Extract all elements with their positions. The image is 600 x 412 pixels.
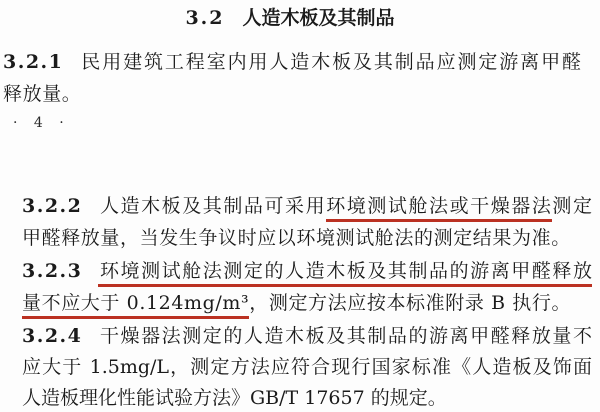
clause-3-2-1-line2 xyxy=(3,82,581,106)
clause-3-2-4-number: 3.2.4 xyxy=(22,325,83,347)
red-underline-chamber-limit-line2: 量不应大于 0.124mg/m³ xyxy=(22,292,249,319)
clause-3-2-1-line1 xyxy=(3,50,581,74)
clause-3-2-2-number: 3.2.2 xyxy=(22,195,83,217)
clause-3-2-1-text: 民用建筑工程室内用人造木板及其制品应测定游离甲醛 xyxy=(79,51,581,73)
clause-3-2-2-text-post: 测定 xyxy=(552,195,592,217)
clause-3-2-1-number: 3.2.1 xyxy=(3,51,64,73)
clause-3-2-4-line1 xyxy=(22,324,592,348)
red-underline-chamber-limit-line1: 环境测试舱法测定的人造木板及其制品的游离甲醛释放 xyxy=(98,260,592,287)
page-number xyxy=(13,111,70,135)
clause-3-2-3-text-rest: ，测定方法应按本标准附录 B 执行。 xyxy=(249,292,572,314)
clause-3-2-2-text-pre: 人造木板及其制品可采用 xyxy=(98,195,327,217)
clause-3-2-4-text-cont1: 应大于 1.5mg/L，测定方法应符合现行国家标准《人造板及饰面 xyxy=(22,356,592,378)
page-number-text: · 4 · xyxy=(13,115,70,131)
clause-3-2-4-text: 干燥器法测定的人造木板及其制品的游离甲醛释放量不 xyxy=(98,325,592,347)
section-heading-number: 3.2 xyxy=(185,7,225,29)
clause-3-2-3-number: 3.2.3 xyxy=(22,260,83,282)
clause-3-2-4-text-cont2: 人造板理化性能试验方法》GB/T 17657 的规定。 xyxy=(22,387,447,409)
clause-3-2-4-line3 xyxy=(22,386,592,410)
clause-3-2-1-text-cont: 释放量。 xyxy=(3,83,82,105)
section-heading-title: 人造木板及其制品 xyxy=(242,7,395,29)
clause-3-2-4-line2 xyxy=(22,355,592,379)
clause-3-2-2-line2 xyxy=(22,226,592,250)
red-underline-test-methods: 环境测试舱法或干燥器法 xyxy=(326,195,552,222)
clause-3-2-3-line1 xyxy=(22,259,592,283)
section-heading xyxy=(0,6,580,30)
clause-3-2-3-line2 xyxy=(22,291,592,315)
clause-3-2-2-line1 xyxy=(22,194,592,218)
clause-3-2-2-text-cont: 甲醛释放量，当发生争议时应以环境测试舱法的测定结果为准。 xyxy=(22,227,571,249)
